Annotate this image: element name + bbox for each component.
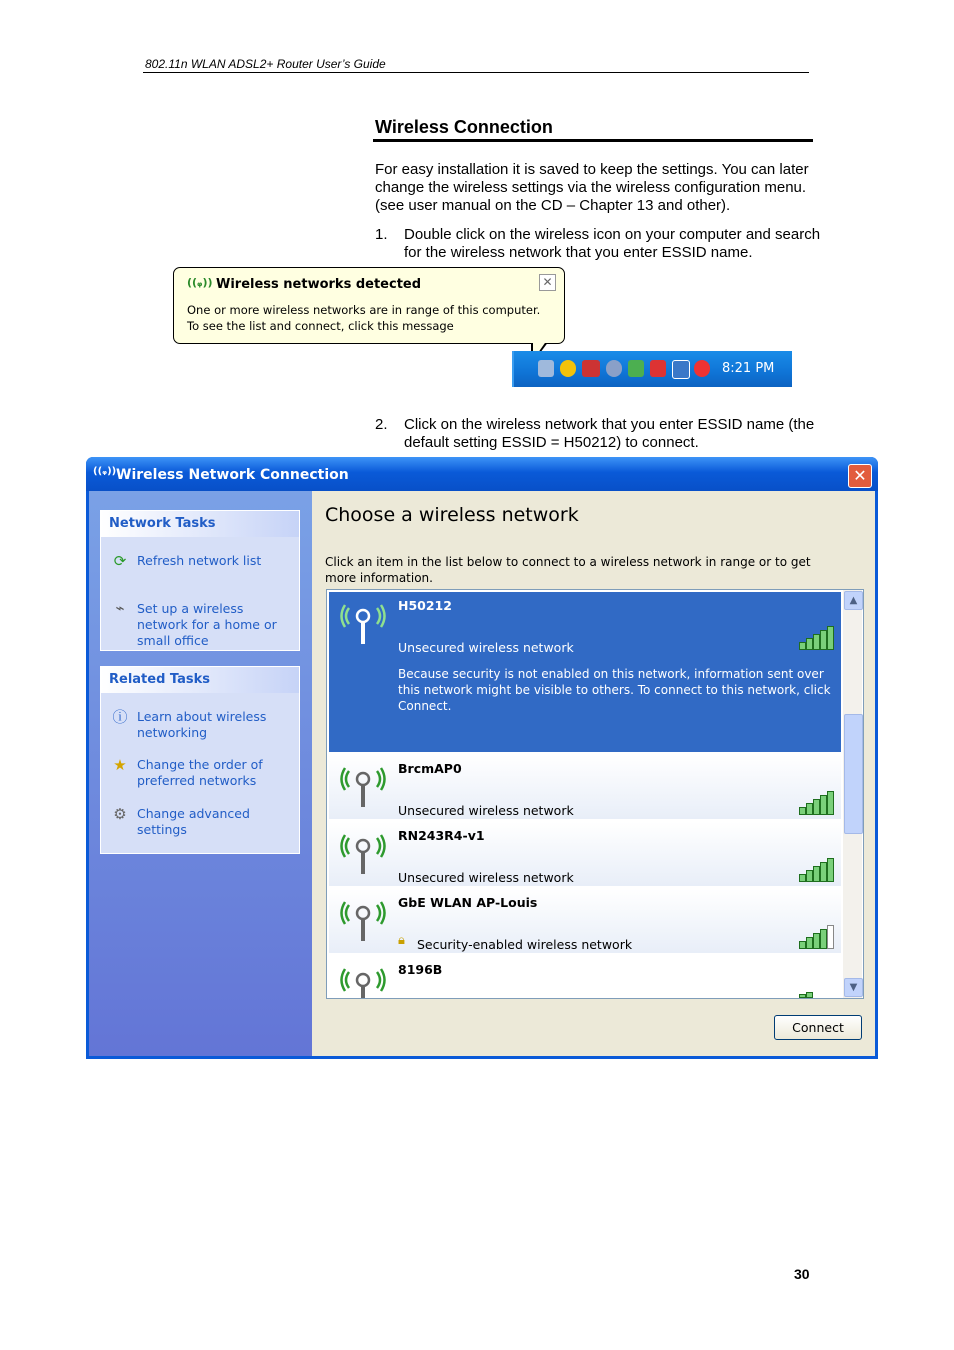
wireless-icon: ((ᵩ)) [93,466,117,477]
scroll-thumb[interactable] [844,714,863,834]
signal-icon[interactable] [582,360,600,377]
learn-about-wireless-link[interactable]: Learn about wireless networking [137,709,267,740]
antenna-icon [339,602,387,644]
network-name: GbE WLAN AP-Louis [398,895,538,910]
network-icon[interactable] [672,360,690,379]
network-name: RN243R4-v1 [398,828,485,843]
step-number: 2. [375,416,388,433]
wireless-setup-icon: ⌁ [115,599,125,617]
network-name: 8196B [398,962,443,977]
step-text: Click on the wireless network that you enter ESSID name (the default setting ESSID = H50212) to connect. [404,416,815,451]
main-title: Choose a wireless network [325,504,579,526]
related-tasks-panel [100,666,300,854]
shield-icon[interactable] [560,360,576,377]
task-pane [89,491,312,1056]
step-number: 1. [375,226,388,243]
network-tasks-header[interactable]: Network Tasks [101,511,299,537]
refresh-network-list-link[interactable]: Refresh network list [137,553,262,568]
related-tasks-header[interactable]: Related Tasks [101,667,299,693]
section-rule [373,139,813,142]
running-header: 802.11n WLAN ADSL2+ Router User’s Guide [145,57,386,71]
notification-balloon[interactable] [173,267,565,344]
connect-button[interactable]: Connect [774,1015,862,1040]
close-button[interactable]: ✕ [848,464,872,488]
antenna-icon [339,899,387,941]
clock[interactable]: 8:21 PM [722,361,775,376]
balloon-message-line: To see the list and connect, click this message [187,319,454,333]
step-2 [375,416,815,456]
network-details: Because security is not enabled on this network, information sent over this network might be visible to others. To connect to this network, click Connect. [398,667,831,713]
signal-strength-icon [799,628,835,650]
security-alert-icon[interactable] [694,360,710,377]
network-status: Unsecured wireless network [398,803,574,818]
wireless-tray-icon[interactable] [538,360,554,377]
scroll-down-button[interactable]: ▼ [844,978,863,997]
window-body [89,491,875,1056]
info-icon: ⓘ [112,708,128,726]
signal-strength-icon [799,793,835,815]
network-item-rn243r4-v1[interactable] [329,822,841,886]
system-tray [512,351,792,387]
volume-icon[interactable] [650,360,666,377]
network-tasks-panel [100,510,300,651]
refresh-icon: ⟳ [113,552,127,570]
section-title: Wireless Connection [375,117,553,137]
network-item-h50212[interactable] [329,592,841,752]
change-advanced-settings-link[interactable]: Change advanced settings [137,806,250,837]
page-number: 30 [794,1266,810,1282]
signal-strength-icon [799,976,835,998]
header-rule [143,72,809,73]
balloon-message-line: One or more wireless networks are in range of this computer. [187,303,541,317]
step-1 [375,226,821,266]
main-description: Click an item in the list below to connect to a wireless network in range or to get more information. [325,555,811,585]
network-status: Unsecured wireless network [398,870,574,885]
balloon-title: Wireless networks detected [216,277,422,292]
scrollbar[interactable] [843,590,862,998]
title-bar[interactable] [86,457,878,491]
network-item-brcmap0[interactable] [329,755,841,819]
network-status: Unsecured wireless network [398,640,574,655]
close-icon[interactable]: ✕ [539,274,556,291]
antenna-icon [339,832,387,874]
lock-icon: 🔒︎ [398,933,405,948]
signal-strength-icon [799,927,835,949]
settings-icon: ⚙ [113,805,127,823]
scroll-up-button[interactable]: ▲ [844,591,863,610]
antenna-icon [339,966,387,999]
intro-paragraph: For easy installation it is saved to keep the settings. You can later change the wireless settings via the wireless configuration menu. (see user manual on the CD – Chapter 13 and other). [375,161,809,214]
signal-strength-icon [799,860,835,882]
network-item-gbe-wlan-ap-louis[interactable] [329,889,841,953]
wireless-network-connection-window [86,457,878,1059]
network-item-8196b[interactable] [329,956,841,998]
network-list[interactable] [326,589,864,999]
star-icon: ★ [113,756,127,774]
change-order-link[interactable]: Change the order of preferred networks [137,757,263,788]
step-text: Double click on the wireless icon on your computer and search for the wireless network that you enter ESSID name. [404,226,821,261]
antenna-icon [339,765,387,807]
window-title: Wireless Network Connection [116,467,349,483]
network-name: H50212 [398,598,452,613]
safely-remove-icon[interactable] [628,360,644,377]
speaker-icon[interactable] [606,360,622,377]
wireless-icon: ((ᵩ)) [187,276,213,289]
network-status: Security-enabled wireless network [417,937,633,952]
network-name: BrcmAP0 [398,761,462,776]
set-up-wireless-network-link[interactable]: Set up a wireless network for a home or small office [137,601,277,648]
